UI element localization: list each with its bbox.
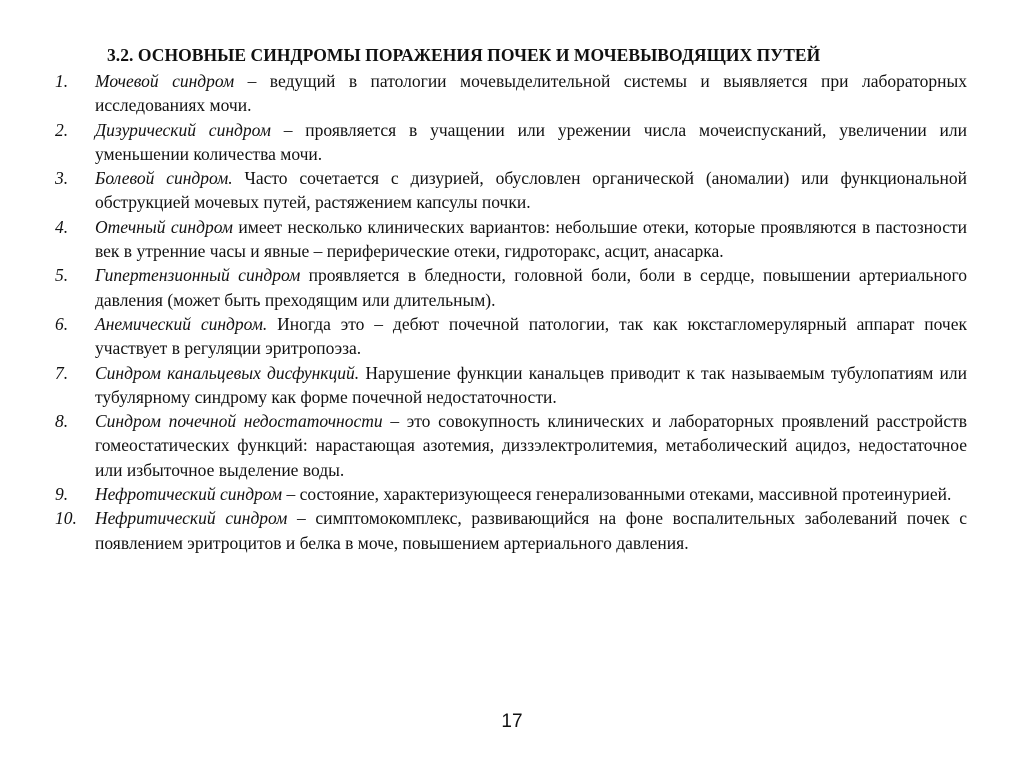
item-text: – это совокупность клинических и лабораторных проявлений расстройств гомеостатических функций: нарастающая азотемия, диззэлектролитемия, метаболический ацидоз, недостаточное или избыточное выделение воды. [95, 411, 967, 480]
item-term: Отечный синдром [95, 216, 233, 237]
item-number: 5. [55, 265, 69, 286]
list-item [55, 409, 967, 482]
item-number: 2. [55, 119, 69, 140]
item-number: 6. [55, 313, 69, 334]
list-item [55, 506, 967, 555]
item-term: Гипертензионный синдром [95, 265, 301, 286]
item-text: – состояние, характеризующееся генерализованными отеками, массивной протеинурией. [282, 484, 952, 505]
list-item [55, 69, 967, 118]
item-number: 1. [55, 71, 69, 91]
item-number: 7. [55, 362, 69, 383]
item-text: – проявляется в учащении или урежении числа мочеиспусканий, увеличении или уменьшении количества мочи. [95, 119, 968, 164]
item-text: имеет несколько клинических вариантов: небольшие отеки, которые проявляются в пастозности век в утренние часы и явные – периферические отеки, гидроторакс, асцит, анасарка. [95, 216, 967, 262]
syndrome-list [55, 69, 967, 555]
list-item [55, 361, 967, 410]
item-term: Дизурический синдром [95, 119, 271, 140]
item-number: 10. [55, 508, 77, 529]
item-text: проявляется в бледности, головной боли, боли в сердце, повышении артериального давления (может быть преходящим или длительным). [95, 265, 967, 310]
item-term: Нефротический синдром [95, 484, 283, 505]
item-text: – ведущий в патологии мочевыделительной системы и выявляется при лабораторных исследованиях мочи. [95, 71, 967, 116]
page-number: 17 [501, 711, 523, 732]
section-title: 3.2. ОСНОВНЫЕ СИНДРОМЫ ПОРАЖЕНИЯ ПОЧЕК И МОЧЕВЫВОДЯЩИХ ПУТЕЙ [107, 45, 821, 65]
list-item [55, 166, 967, 215]
item-number: 9. [55, 484, 69, 505]
item-text: Часто сочетается с дизурией, обусловлен органической (аномалии) или функциональной обструкцией мочевых путей, растяжением капсулы почки. [95, 168, 967, 213]
item-term: Нефритический синдром [95, 508, 288, 529]
item-number: 8. [55, 411, 69, 432]
list-item [55, 215, 967, 264]
item-number: 4. [55, 216, 69, 237]
item-term: Анемический синдром. [95, 313, 268, 334]
item-term: Синдром канальцевых дисфункций. [95, 362, 360, 383]
list-item [55, 118, 967, 167]
list-item [55, 312, 967, 361]
item-term: Болевой синдром. [95, 168, 233, 189]
item-text: Иногда это – дебют почечной патологии, так как юкстагломерулярный аппарат почек участвует в регуляции эритропоэза. [95, 313, 967, 359]
item-number: 3. [55, 168, 69, 189]
item-term: Синдром почечной недостаточности [95, 411, 383, 432]
list-item [55, 263, 967, 312]
item-term: Мочевой синдром [95, 71, 235, 91]
list-item [55, 482, 967, 506]
item-text: – симптомокомплекс, развивающийся на фоне воспалительных заболеваний почек с появлением эритроцитов и белка в моче, повышением артериального давления. [95, 508, 967, 553]
item-text: Нарушение функции канальцев приводит к так называемым тубулопатиям или тубулярному синдрому как форме почечной недостаточности. [95, 362, 967, 407]
